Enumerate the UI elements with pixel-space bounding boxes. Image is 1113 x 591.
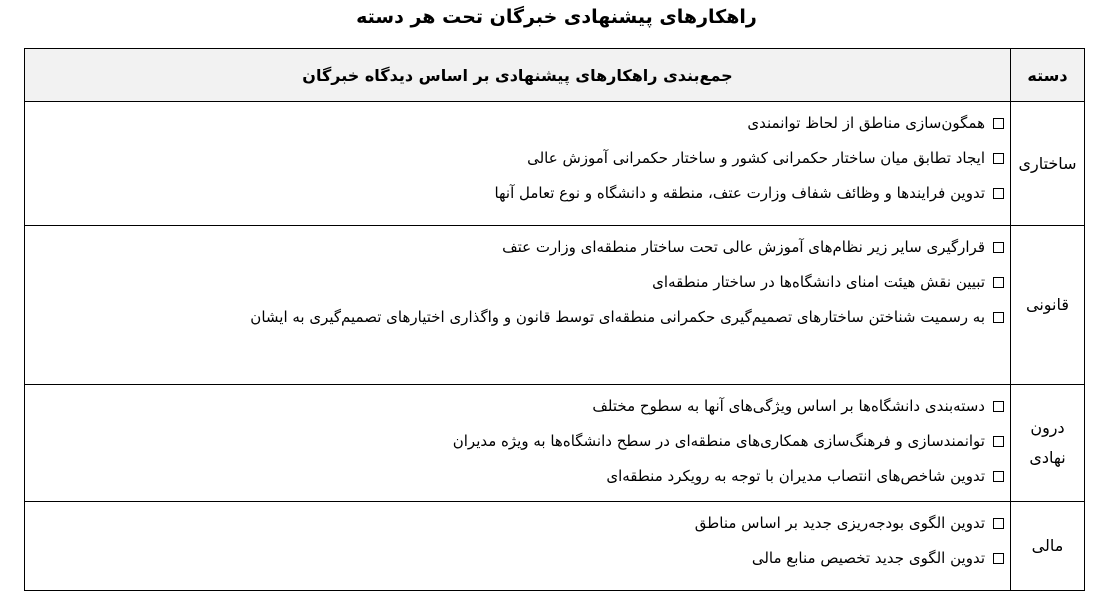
table-row: [25, 502, 1085, 591]
checkbox-bullet-icon: [993, 553, 1004, 564]
list-item-text: تدوین الگوی جدید تخصیص منابع مالی: [751, 549, 985, 567]
list-item: [29, 176, 1004, 211]
list-item-text: توانمندسازی و فرهنگ‌سازی همکاری‌های منطقه‌ای در سطح دانشگاه‌ها به ویژه مدیران: [452, 432, 985, 450]
list-item: [29, 424, 1004, 459]
items-cell: [25, 385, 1011, 502]
list-item-text: تدوین شاخص‌های انتصاب مدیران با توجه به رویکرد منطقه‌ای: [606, 467, 985, 485]
checkbox-bullet-icon: [993, 118, 1004, 129]
strategies-table: [24, 48, 1085, 591]
list-item: [29, 265, 1004, 300]
list-item-text: دسته‌بندی دانشگاه‌ها بر اساس ویژگی‌های آنها به سطوح مختلف: [592, 397, 985, 415]
list-item-text: تدوین الگوی بودجه‌ریزی جدید بر اساس مناطق: [694, 514, 985, 532]
checkbox-bullet-icon: [993, 312, 1004, 323]
list-item-text: تبیین نقش هیئت امنای دانشگاه‌ها در ساختار منطقه‌ای: [652, 273, 985, 291]
document-title: راهکارهای پیشنهادی خبرگان تحت هر دسته: [356, 6, 757, 28]
category-cell: ساختاری: [1011, 102, 1085, 226]
category-cell: [1011, 385, 1085, 502]
items-cell: [25, 226, 1011, 385]
list-item: [29, 541, 1004, 576]
checkbox-bullet-icon: [993, 188, 1004, 199]
checkbox-bullet-icon: [993, 401, 1004, 412]
category-cell: مالی: [1011, 502, 1085, 591]
list-item: [29, 300, 1004, 335]
list-item: [29, 459, 1004, 494]
table-row: [25, 385, 1085, 502]
checkbox-bullet-icon: [993, 242, 1004, 253]
checkbox-bullet-icon: [993, 153, 1004, 164]
category-cell: قانونی: [1011, 226, 1085, 385]
list-item-text: ایجاد تطابق میان ساختار حکمرانی کشور و ساختار حکمرانی آموزش عالی: [527, 149, 985, 167]
table-row: [25, 226, 1085, 385]
header-summary: جمع‌بندی راهکارهای پیشنهادی بر اساس دیدگاه خبرگان: [25, 49, 1011, 102]
list-item: [29, 389, 1004, 424]
items-cell: [25, 102, 1011, 226]
checkbox-bullet-icon: [993, 436, 1004, 447]
category-line: نهادی: [1029, 448, 1066, 467]
list-item-text: به رسمیت شناختن ساختارهای تصمیم‌گیری حکمرانی منطقه‌ای توسط قانون و واگذاری اختیارهای تصمیم‌گیری به ایشان: [250, 308, 985, 326]
table-header-row: [25, 49, 1085, 102]
list-item-text: تدوین فرایندها و وظائف شفاف وزارت عتف، منطقه و دانشگاه و نوع تعامل آنها: [494, 184, 985, 202]
items-cell: [25, 502, 1011, 591]
table-row: [25, 102, 1085, 226]
list-item: [29, 230, 1004, 265]
list-item-text: همگون‌سازی مناطق از لحاظ توانمندی: [747, 114, 985, 132]
category-line: درون: [1030, 418, 1065, 437]
checkbox-bullet-icon: [993, 471, 1004, 482]
list-item-text: قرارگیری سایر زیر نظام‌های آموزش عالی تحت ساختار منطقه‌ای وزارت عتف: [502, 238, 985, 256]
checkbox-bullet-icon: [993, 518, 1004, 529]
list-item: [29, 106, 1004, 141]
checkbox-bullet-icon: [993, 277, 1004, 288]
header-category: دسته: [1011, 49, 1085, 102]
list-item: [29, 141, 1004, 176]
list-item: [29, 506, 1004, 541]
